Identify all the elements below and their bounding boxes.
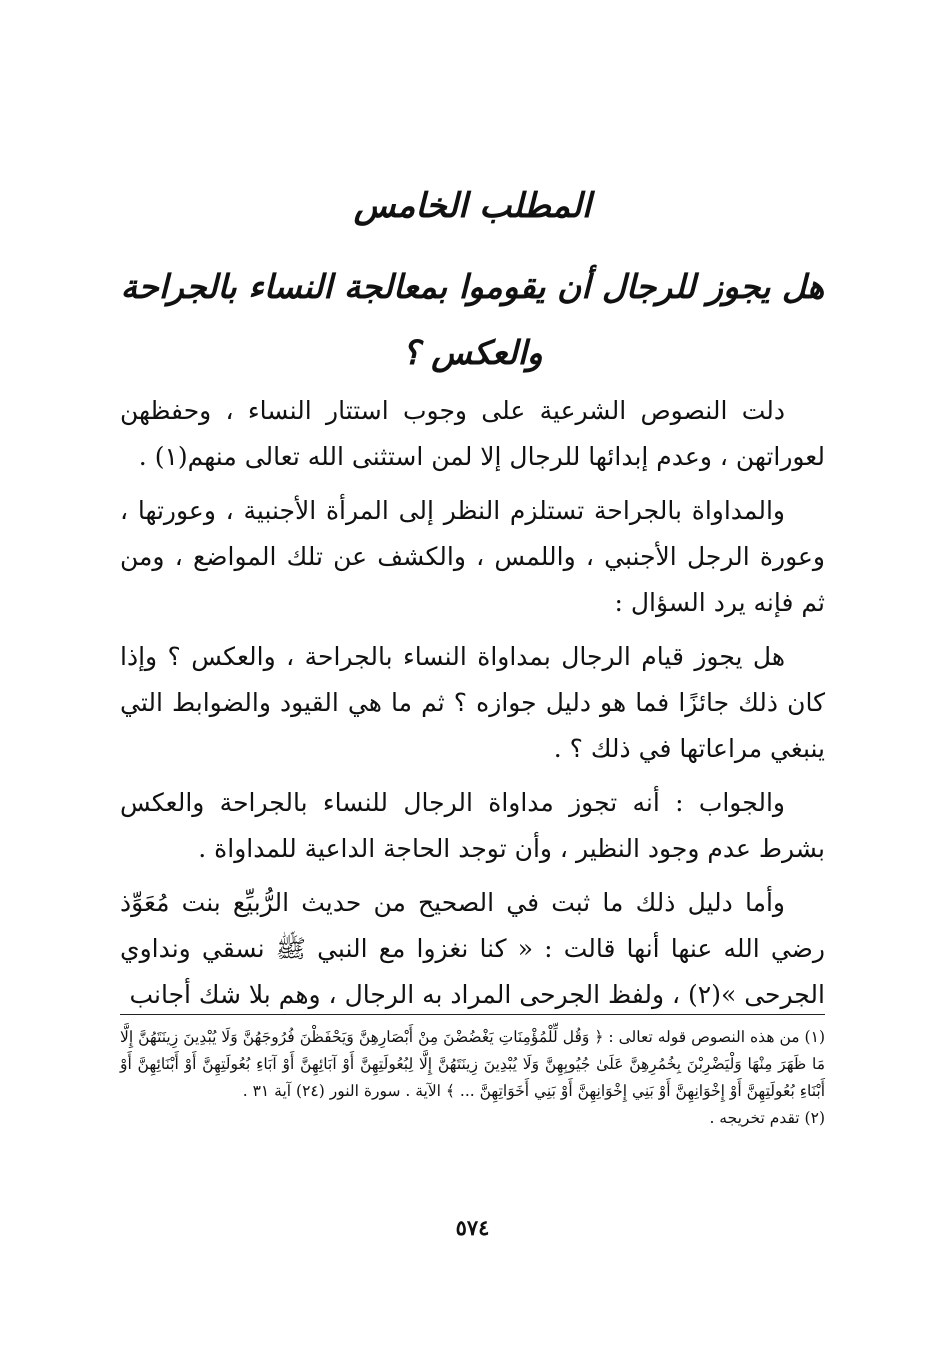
section-title: المطلب الخامس	[353, 186, 592, 226]
footnote: (٢) تقدم تخريجه .	[709, 1109, 825, 1127]
footnote-divider	[120, 1014, 825, 1015]
paragraph: والمداواة بالجراحة تستلزم النظر إلى المرأة الأجنبية ، وعورتها ، وعورة الرجل الأجنبي ، واللمس ، والكشف عن تلك المواضع ، ومن ثم فإنه يرد السؤال :	[120, 496, 825, 617]
paragraph: دلت النصوص الشرعية على وجوب استتار النساء ، وحفظهن لعوراتهن ، وعدم إبدائها للرجال إلا لمن استثنى الله تعالى منهم(١) .	[120, 396, 825, 471]
footnote: (١) من هذه النصوص قوله تعالى : ﴿ وَقُل لِّلْمُؤْمِنَاتِ يَغْضُضْنَ مِنْ أَبْصَارِهِنَّ وَيَحْفَظْنَ فُرُوجَهُنَّ وَلَا يُبْدِينَ زِينَتَهُنَّ إِلَّا مَا ظَهَرَ مِنْهَا وَلْيَضْرِبْنَ بِخُمُرِهِنَّ عَلَىٰ جُيُوبِهِنَّ وَلَا يُبْدِينَ زِينَتَهُنَّ إِلَّا لِبُعُولَتِهِنَّ أَوْ آبَائِهِنَّ أَوْ آبَاءِ بُعُولَتِهِنَّ أَوْ أَبْنَائِهِنَّ أَوْ أَبْنَاءِ بُعُولَتِهِنَّ أَوْ إِخْوَانِهِنَّ أَوْ بَنِي إِخْوَانِهِنَّ أَوْ بَنِي أَخَوَاتِهِنَّ ... ﴾ الآية . سورة النور (٢٤) آية ٣١ .	[120, 1028, 825, 1100]
question-title: هل يجوز للرجال أن يقوموا بمعالجة النساء بالجراحة والعكس ؟	[120, 267, 825, 372]
body-text	[120, 388, 825, 1026]
paragraph: والجواب : أنه تجوز مداواة الرجال للنساء بالجراحة والعكس بشرط عدم وجود النظير ، وأن توجد الحاجة الداعية للمداواة .	[120, 788, 825, 863]
footnotes	[120, 1024, 825, 1132]
book-page	[120, 0, 825, 1348]
paragraph: وأما دليل ذلك ما ثبت في الصحيح من حديث الرُّبيِّع بنت مُعَوِّذ رضي الله عنها أنها قالت : « كنا نغزوا مع النبي ﷺ نسقي ونداوي الجرحى »(٢) ، ولفظ الجرحى المراد به الرجال ، وهم بلا شك أجانب	[120, 888, 825, 1009]
paragraph: هل يجوز قيام الرجال بمداواة النساء بالجراحة ، والعكس ؟ وإذا كان ذلك جائزًا فما هو دليل جوازه ؟ ثم ما هي القيود والضوابط التي ينبغي مراعاتها في ذلك ؟ .	[120, 642, 825, 763]
page-number: ٥٧٤	[455, 1215, 490, 1240]
